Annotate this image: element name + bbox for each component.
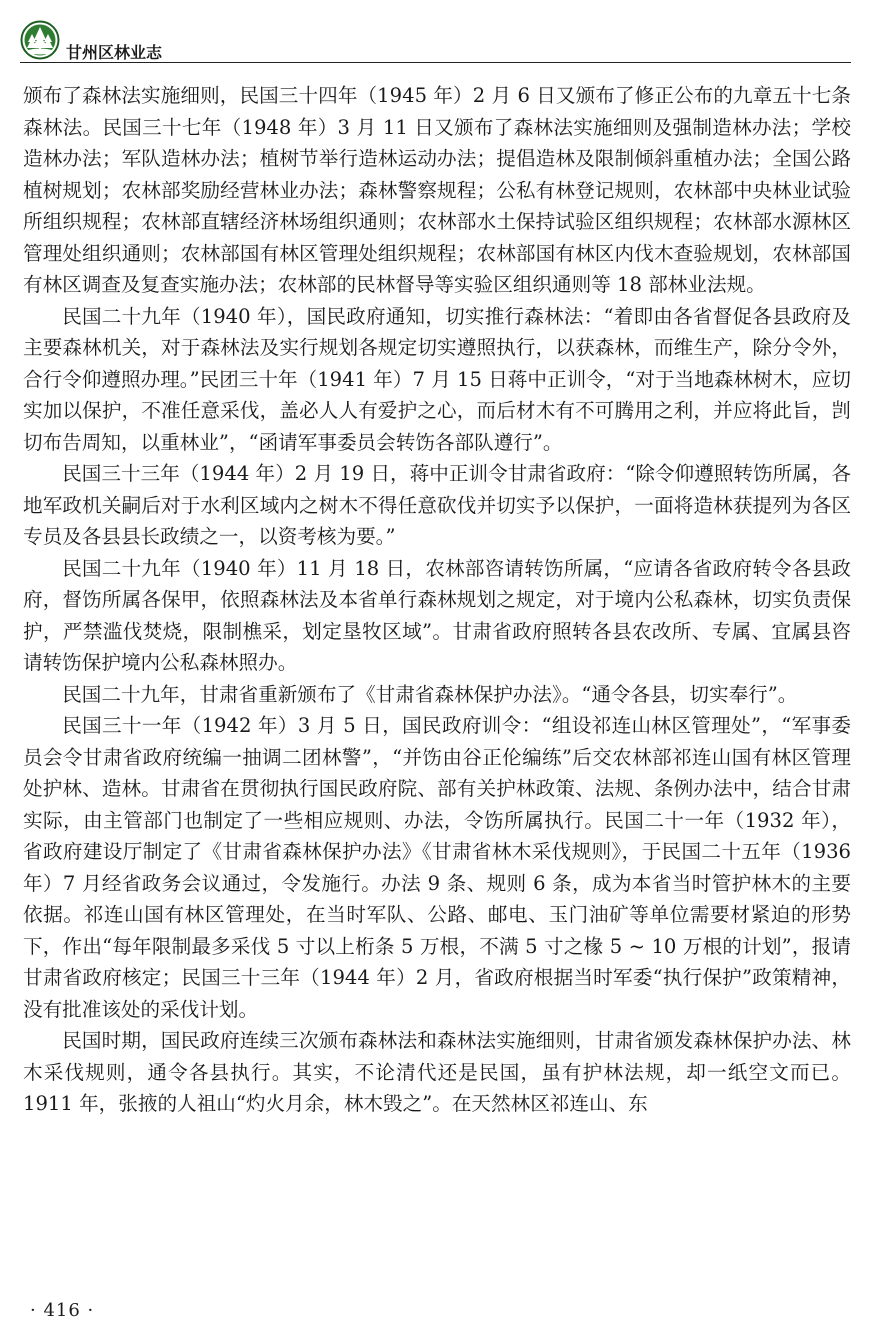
forest-logo-icon — [20, 20, 60, 60]
page-number: · 416 · — [30, 1300, 95, 1321]
paragraph-6: 民国三十一年（1942 年）3 月 5 日，国民政府训令：“组设祁连山林区管理处”，“军事委员会令甘肃省政府统编一抽调二团林警”，“并饬由谷正伦编练”后交农林部祁连山国有林区管理处护林、造林。甘肃省在贯彻执行国民政府院、部有关护林政策、法规、条例办法中，结合甘肃实际，由主管部门也制定了一些相应规则、办法，令饬所属执行。民国二十一年（1932 年），省政府建设厅制定了《甘肃省森林保护办法》《甘肃省林木采伐规则》，于民国二十五年（1936 年）7 月经省政务会议通过，令发施行。办法 9 条、规则 6 条，成为本省当时管护林木的主要依据。祁连山国有林区管理处，在当时军队、公路、邮电、玉门油矿等单位需要材紧迫的形势下，作出“每年限制最多采伐 5 寸以上桁条 5 万根，不满 5 寸之椽 5 ~ 10 万根的计划”，报请甘肃省政府核定；民国三十三年（1944 年）2 月，省政府根据当时军委“执行保护”政策精神，没有批准该处的采伐计划。 — [23, 714, 851, 1021]
paragraph-7: 民国时期，国民政府连续三次颁布森林法和森林法实施细则，甘肃省颁发森林保护办法、林木采伐规则，通令各县执行。其实，不论清代还是民国，虽有护林法规，却一纸空文而已。1911 年，张掖的人祖山“灼火月余，林木毁之”。在天然林区祁连山、东 — [23, 1029, 851, 1115]
page-header — [20, 18, 851, 66]
header-divider — [20, 62, 851, 63]
paragraph-4: 民国二十九年（1940 年）11 月 18 日，农林部咨请转饬所属，“应请各省政府转令各县政府，督饬所属各保甲，依照森林法及本省单行森林规划之规定，对于境内公私森林，切实负责保护，严禁滥伐焚烧，限制樵采，划定垦牧区域”。甘肃省政府照转各县农改所、专属、宜属县咨请转饬保护境内公私森林照办。 — [23, 556, 851, 674]
paragraph-5: 民国二十九年，甘肃省重新颁布了《甘肃省森林保护办法》。“通令各县，切实奉行”。 — [62, 682, 798, 706]
book-title: 甘州区林业志 — [66, 43, 163, 62]
paragraph-2: 民国二十九年（1940 年），国民政府通知，切实推行森林法：“着即由各省督促各县政府及主要森林机关，对于森林法及实行规划各规定切实遵照执行，以获森林，而维生产，除分令外，合行令仰遵照办理。”民团三十年（1941 年）7 月 15 日蒋中正训令，“对于当地森林树木，应切实加以保护，不准任意采伐，盖必人人有爱护之心，而后材木有不可腾用之利，并应将此旨，剀切布告周知，以重林业”，“函请军事委员会转饬各部队遵行”。 — [23, 304, 851, 454]
body-text — [23, 80, 851, 1120]
paragraph-3: 民国三十三年（1944 年）2 月 19 日，蒋中正训令甘肃省政府：“除令仰遵照转饬所属，各地军政机关嗣后对于水利区域内之树木不得任意砍伐并切实予以保护，一面将造林获提列为各区专员及各县县长政绩之一，以资考核为要。” — [23, 462, 851, 548]
paragraph-1: 颁布了森林法实施细则，民国三十四年（1945 年）2 月 6 日又颁布了修正公布的九章五十七条森林法。民国三十七年（1948 年）3 月 11 日又颁布了森林法实施细则及强制造林办法；学校造林办法；军队造林办法；植树节举行造林运动办法；提倡造林及限制倾斜重植办法；全国公路植树规划；农林部奖励经营林业办法；森林警察规程；公私有林登记规则，农林部中央林业试验所组织规程；农林部直辖经济林场组织通则；农林部水土保持试验区组织规程；农林部水源林区管理处组织通则；农林部国有林区管理处组织规程；农林部国有林区内伐木查验规划，农林部国有林区调查及复查实施办法；农林部的民林督导等实验区组织通则等 18 部林业法规。 — [23, 84, 851, 296]
